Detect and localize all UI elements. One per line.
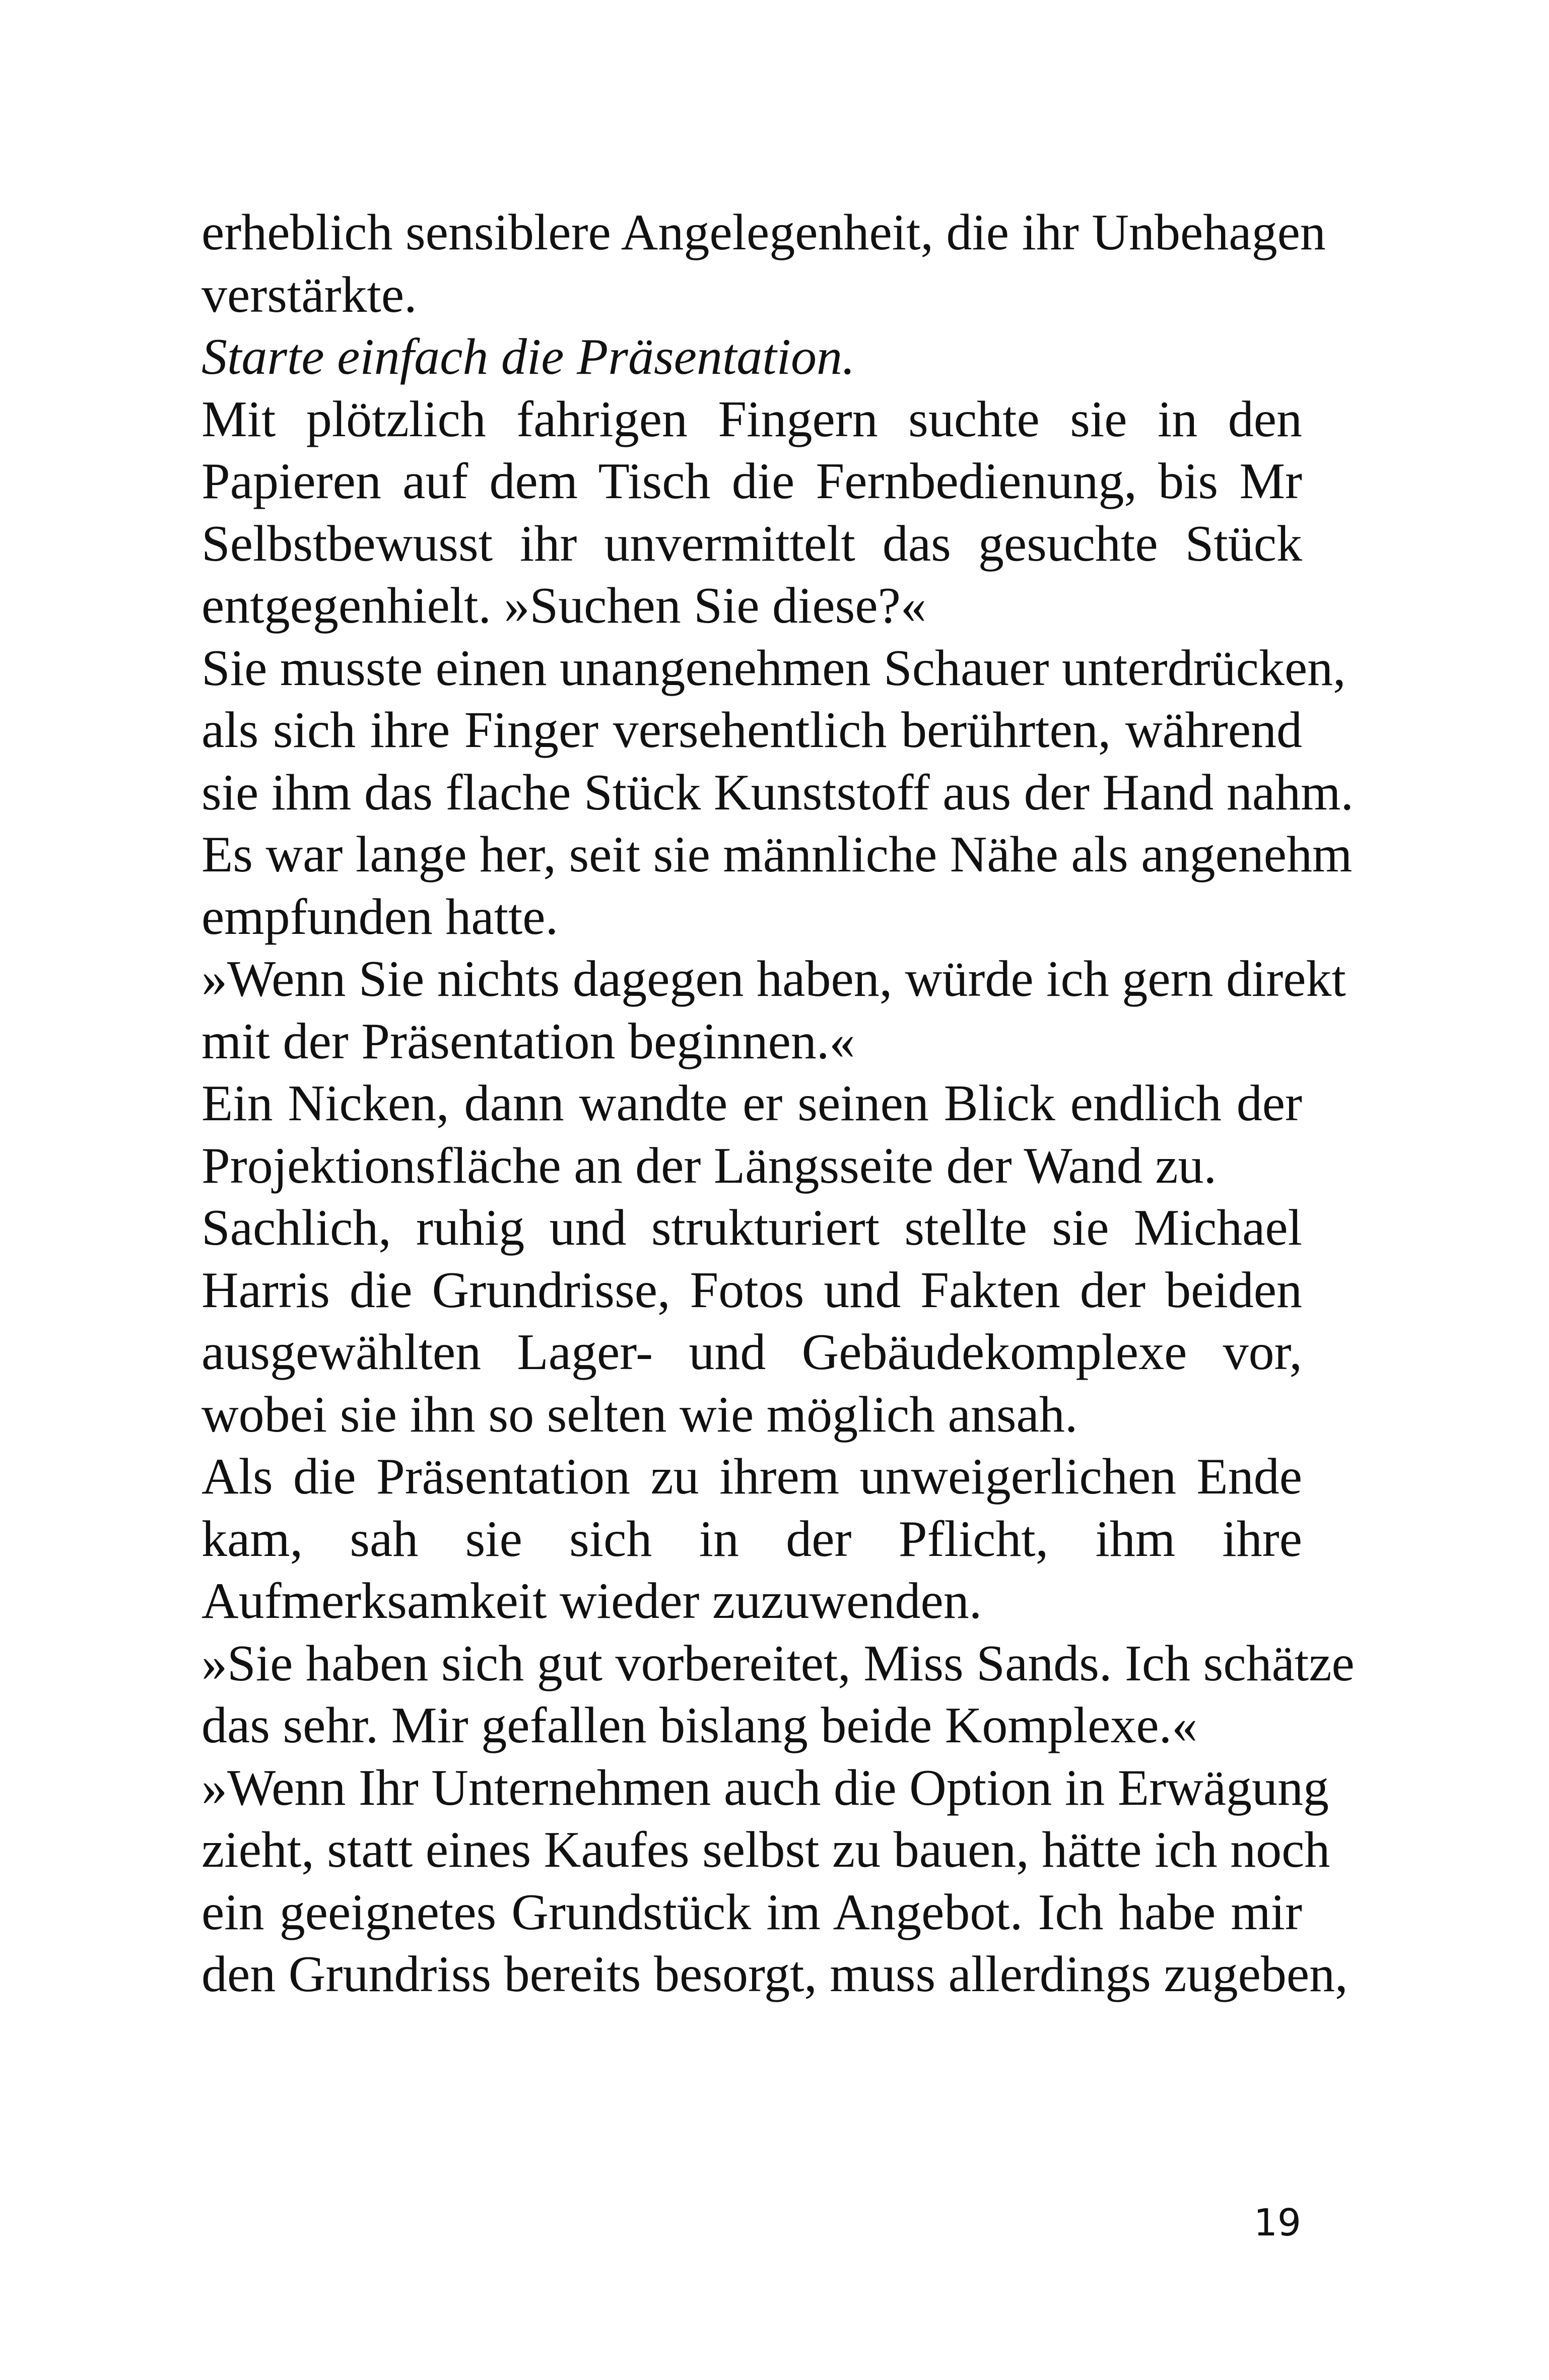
text-line: Sie musste einen unangenehmen Schauer unterdrücken,	[201, 639, 1346, 697]
text-line: den Grundriss bereits besorgt, muss allerdings zugeben,	[201, 1946, 1348, 2003]
text-line: Selbstbewusst ihr unvermittelt das gesuchte Stück	[201, 515, 1302, 572]
text-line: kam, sah sie sich in der Pflicht, ihm ihre	[201, 1510, 1302, 1568]
text-line: zieht, statt eines Kaufes selbst zu bauen, hätte ich noch	[201, 1821, 1330, 1878]
text-line: Starte einfach die Präsentation.	[201, 328, 855, 385]
text-line: entgegenhielt. »Suchen Sie diese?«	[201, 577, 926, 634]
text-line: wobei sie ihn so selten wie möglich ansah.	[201, 1386, 1078, 1443]
text-line: als sich ihre Finger versehentlich berührten, während	[201, 702, 1302, 759]
text-line: Aufmerksamkeit wieder zuzuwenden.	[201, 1573, 982, 1629]
text-line: »Wenn Ihr Unternehmen auch die Option in Erwägung	[201, 1759, 1329, 1816]
text-line: empfunden hatte.	[201, 888, 559, 945]
text-line: Mit plötzlich fahrigen Fingern suchte sie in den	[201, 390, 1302, 448]
text-line: sie ihm das flache Stück Kunststoff aus der Hand nahm.	[201, 764, 1354, 821]
text-line: Harris die Grundrisse, Fotos und Fakten der beiden	[201, 1261, 1302, 1319]
page-body	[201, 201, 1355, 2006]
text-line: Es war lange her, seit sie männliche Nähe als angenehm	[201, 826, 1353, 883]
text-line: Als die Präsentation zu ihrem unweigerlichen Ende	[201, 1448, 1302, 1505]
text-line: Ein Nicken, dann wandte er seinen Blick endlich der	[201, 1075, 1302, 1132]
text-line: verstärkte.	[201, 266, 417, 323]
text-line: ein geeignetes Grundstück im Angebot. Ich habe mir	[201, 1883, 1302, 1941]
text-line: ausgewählten Lager- und Gebäudekomplexe vor,	[201, 1324, 1302, 1381]
text-line: erheblich sensiblere Angelegenheit, die ihr Unbehagen	[201, 204, 1326, 261]
text-line: Papieren auf dem Tisch die Fernbedienung, bis Mr	[201, 453, 1302, 510]
page-number: 19	[1253, 2201, 1301, 2245]
text-line: »Wenn Sie nichts dagegen haben, würde ich gern direkt	[201, 950, 1346, 1007]
text-line: Projektionsfläche an der Längsseite der Wand zu.	[201, 1137, 1217, 1194]
text-line: das sehr. Mir gefallen bislang beide Komplexe.«	[201, 1697, 1198, 1754]
text-line: »Sie haben sich gut vorbereitet, Miss Sands. Ich schätze	[201, 1635, 1355, 1692]
text-line: Sachlich, ruhig und strukturiert stellte sie Michael	[201, 1199, 1302, 1256]
text-line: mit der Präsentation beginnen.«	[201, 1012, 855, 1070]
